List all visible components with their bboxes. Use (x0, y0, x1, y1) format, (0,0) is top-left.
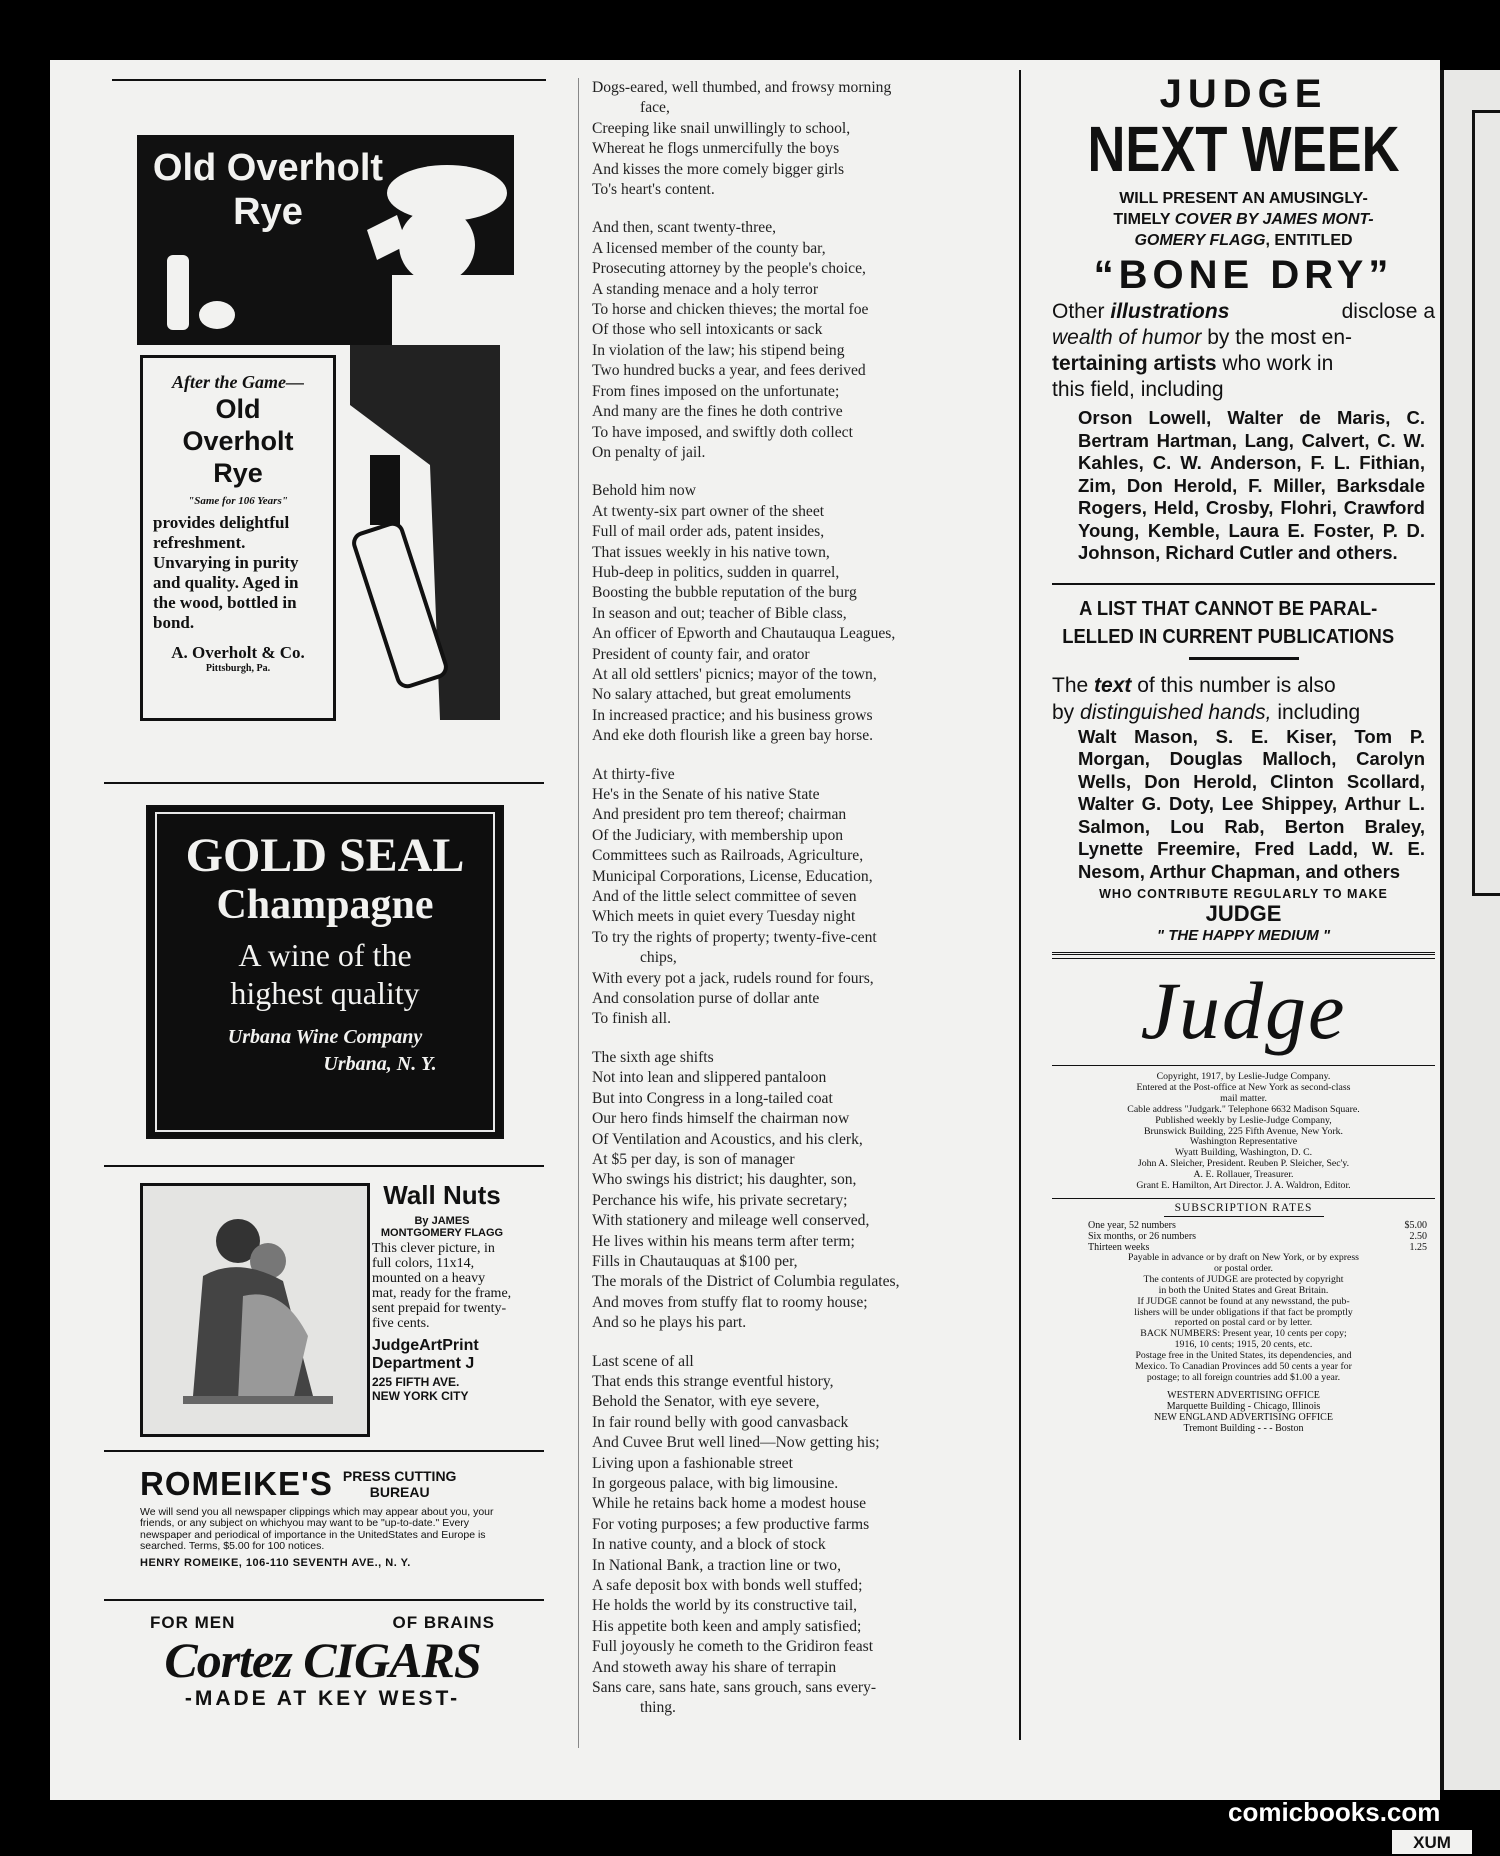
poem-line: That issues weekly in his native town, (592, 543, 830, 561)
judge-present-1: WILL PRESENT AN AMUSINGLY- (1119, 190, 1368, 207)
poem-line: And many are the fines he doth contrive (592, 403, 843, 421)
subscription-note-line: 1916, 10 cents; 1915, 20 cents, etc. (1174, 1339, 1313, 1351)
judge-wealth-b: by the most en- (1201, 326, 1352, 349)
poem-line: A licensed member of the county bar, (592, 239, 826, 257)
judge-present-2a: TIMELY (1113, 211, 1175, 228)
poem-line: And consolation purse of dollar ante (592, 990, 820, 1008)
poem-line: Which meets in quiet every Tuesday night (592, 908, 856, 926)
wallnuts-address-2: NEW YORK CITY (372, 1389, 469, 1403)
poem-line: In violation of the law; his stipend being (592, 341, 845, 359)
poem-line: At thirty-five (592, 765, 675, 783)
poem-stanza (592, 1048, 992, 1334)
poem-line: chips, (640, 949, 677, 967)
poem-line: On penalty of jail. (592, 443, 706, 461)
poem-line: And so he plays his part. (592, 1314, 747, 1332)
judge-other-c: disclose a (1341, 300, 1435, 323)
divider-2 (104, 1165, 544, 1167)
overholt-name-3: Rye (213, 458, 263, 488)
poem-line: To horse and chicken thieves; the mortal foe (592, 301, 869, 319)
poem-line: And moves from stuffy flat to roomy house; (592, 1293, 868, 1311)
subscription-note-line: in both the United States and Great Britain. (1158, 1284, 1329, 1296)
poem-column (592, 78, 992, 1737)
poem-stanza (592, 1352, 992, 1719)
cortez-top-right: OF BRAINS (392, 1613, 495, 1632)
poem-line: He lives within his means term after term; (592, 1232, 855, 1250)
judge-by-a: by (1052, 700, 1081, 724)
poem-line: President of county fair, and orator (592, 645, 810, 663)
poem-line: Creeping like snail unwillingly to school, (592, 119, 851, 137)
judge-field: this field, including (1052, 378, 1224, 401)
judge-present-3a: GOMERY FLAGG (1134, 232, 1266, 249)
poem-line: In gorgeous palace, with big limousine. (592, 1475, 839, 1492)
judge-ent-b: who work in (1216, 352, 1334, 375)
poem-line: A standing menace and a holy terror (592, 280, 819, 298)
overholt-body: provides delightful refreshment. Unvarying in purity and quality. Aged in the wood, bottled in bond. (153, 513, 299, 632)
poem-line: From fines imposed on the unfortunate; (592, 382, 840, 400)
poem-line: He's in the Senate of his native State (592, 786, 820, 803)
cortez-tagline: -MADE AT KEY WEST- (184, 1687, 461, 1710)
poem-line: And kisses the more comely bigger girls (592, 160, 845, 178)
couple-illustration (143, 1186, 367, 1434)
poem-line: At all old settlers' picnics; mayor of the town, (592, 665, 877, 683)
office-line: WESTERN ADVERTISING OFFICE (1167, 1389, 1320, 1401)
poem-line: And of the little select committee of seven (592, 888, 857, 906)
poem-line: That ends this strange eventful history, (592, 1372, 834, 1390)
poem-line: And stoweth away his share of terrapin (592, 1658, 837, 1676)
copyright-line: Grant E. Hamilton, Art Director. J. A. Waldron, Editor. (1136, 1180, 1351, 1192)
poem-line: To have imposed, and swiftly doth collect (592, 423, 853, 441)
poem-line: face, (640, 99, 670, 117)
poem-line: Dogs-eared, well thumbed, and frowsy morning (592, 79, 892, 96)
goldseal-subtitle: Champagne (216, 882, 434, 928)
poem-line: To try the rights of property; twenty-five-cent (592, 928, 877, 946)
poem-line: For voting purposes; a few productive farms (592, 1515, 870, 1533)
poem-line: A safe deposit box with bonds well stuffed; (592, 1577, 863, 1595)
copyright-line: Copyright, 1917, by Leslie-Judge Company. (1156, 1071, 1331, 1082)
romeike-side-2: BUREAU (369, 1484, 430, 1500)
wallnuts-byline-2: MONTGOMERY FLAGG (380, 1227, 504, 1239)
poem-line: In season and out; teacher of Bible class, (592, 604, 847, 622)
overholt-name-1: Old (215, 394, 261, 424)
goldseal-desc-1: A wine of the (238, 937, 412, 973)
facing-page-edge (1440, 70, 1500, 1790)
romeike-address: HENRY ROMEIKE, 106-110 SEVENTH AVE., N. Y. (140, 1556, 411, 1569)
copyright-line: Brunswick Building, 225 Fifth Avenue, New York. (1143, 1125, 1344, 1137)
judge-list-2: LELLED IN CURRENT PUBLICATIONS (1062, 625, 1395, 648)
wallnuts-ad-copy (372, 1180, 512, 1403)
poem-line: Full of mail order ads, patent insides, (592, 523, 825, 541)
copyright-line: Published weekly by Leslie-Judge Company, (1155, 1114, 1332, 1126)
poem-line: To's heart's content. (592, 181, 715, 199)
judge-contrib: WHO CONTRIBUTE REGULARLY TO MAKE (1099, 887, 1388, 901)
wallnuts-byline-1: By JAMES (414, 1215, 470, 1227)
rate-label: One year, 52 numbers (1088, 1219, 1176, 1231)
goldseal-city: Urbana, N. Y. (323, 1053, 437, 1075)
cortez-top-left: FOR MEN (150, 1613, 236, 1632)
copyright-line: John A. Sleicher, President. Reuben P. Sleicher, Sec'y. (1137, 1158, 1350, 1170)
overholt-logo-line2: Rye (233, 191, 303, 233)
poem-line: Full joyously he cometh to the Gridiron feast (592, 1638, 874, 1656)
wallnuts-dept-2: Department J (372, 1355, 475, 1372)
poem-line: And president pro tem thereof; chairman (592, 806, 847, 824)
rate-row (1088, 1231, 1427, 1242)
judge-announcement (1052, 72, 1435, 1434)
poem-line: No salary attached, but great emoluments (592, 686, 851, 704)
divider-1 (104, 782, 544, 784)
judge-writers: Walt Mason, S. E. Kiser, Tom P. Morgan, Douglas Malloch, Carolyn Wells, Don Herold, Clinton Scollard, Walter G. Doty, Lee Shippey, Arthur L. Salmon, Lou Rab, Berton Braley, Lynette Freemire, Fred Ladd, W. E. Nesom, Arthur Chapman, and others (1078, 725, 1425, 882)
copyright-line: mail matter. (1220, 1092, 1267, 1104)
judge-list-1: A LIST THAT CANNOT BE PARAL- (1079, 597, 1378, 620)
poem-stanza (592, 218, 992, 463)
wallnuts-title: Wall Nuts (383, 1180, 501, 1210)
watermark: comicbooks.com (1228, 1797, 1441, 1827)
subscription-note-line: Mexico. To Canadian Provinces add 50 cents a year for (1135, 1361, 1352, 1373)
poem-line: In native county, and a block of stock (592, 1536, 826, 1554)
judge-cover-title: “BONE DRY” (1093, 253, 1394, 297)
poem-line: And eke doth flourish like a green bay horse. (592, 727, 874, 745)
divider-4 (104, 1599, 544, 1601)
subscription-note-line: or postal order. (1213, 1262, 1274, 1274)
judge-other-a: Other (1052, 300, 1111, 323)
office-line: Tremont Building - - - Boston (1183, 1422, 1304, 1434)
top-rule-left (112, 79, 546, 81)
poem-line: His appetite both keen and amply satisfied; (592, 1617, 862, 1635)
subscription-note-line: If JUDGE cannot be found at any newsstand, the pub- (1137, 1295, 1350, 1307)
subscription-note-line: reported on postal card or by letter. (1174, 1317, 1313, 1329)
poem-line: The sixth age shifts (592, 1048, 714, 1066)
judge-medium: " THE HAPPY MEDIUM " (1156, 927, 1331, 944)
judge-wealth-a: wealth of humor (1052, 326, 1202, 349)
copyright-line: Cable address "Judgark." Telephone 6632 Madison Square. (1127, 1103, 1360, 1115)
office-line: Marquette Building - Chicago, Illinois (1166, 1400, 1321, 1412)
overholt-company: A. Overholt & Co. (171, 643, 305, 662)
judge-text-a: The (1052, 673, 1095, 697)
poem-line: Of the Judiciary, with membership upon (592, 826, 844, 844)
poem-line: Fills in Chautauquas at $100 per, (592, 1252, 798, 1270)
poem-line: Not into lean and slippered pantaloon (592, 1069, 827, 1087)
poem-line: Boosting the bubble reputation of the burg (592, 584, 857, 602)
romeike-name: ROMEIKE'S (140, 1465, 333, 1502)
column-rule-right (1019, 70, 1021, 1740)
poem-line: To finish all. (592, 1010, 672, 1028)
cortez-ad (130, 1613, 515, 1711)
overholt-logo-line1: Old Overholt (152, 147, 384, 189)
poem-line: In increased practice; and his business grows (592, 706, 873, 724)
subscription-note-line: lishers will be under obligations if that fact be promptly (1134, 1306, 1353, 1318)
office-line: NEW ENGLAND ADVERTISING OFFICE (1154, 1411, 1333, 1423)
poem-line: He holds the world by its constructive tail, (592, 1597, 858, 1615)
poem-stanza (592, 78, 992, 200)
subscription-note-line: BACK NUMBERS: Present year, 10 cents per copy; (1140, 1328, 1347, 1340)
poem-line: In fair round belly with good canvasback (592, 1413, 849, 1431)
poem-line: Behold the Senator, with eye severe, (592, 1393, 820, 1411)
poem-line: In National Bank, a traction line or two, (592, 1556, 841, 1574)
goldseal-company: Urbana Wine Company (227, 1026, 423, 1048)
judge-headline: NEXT WEEK (1087, 113, 1400, 185)
rate-label: Thirteen weeks (1088, 1241, 1150, 1253)
poem-line: Who swings his district; his daughter, son, (592, 1171, 857, 1189)
subscription-note-line: The contents of JUDGE are protected by copyright (1143, 1273, 1344, 1285)
column-rule-left (578, 78, 579, 1748)
poem-line: With every pot a jack, rudels round for fours, (592, 969, 874, 987)
judge-present-2b: COVER BY JAMES MONT- (1174, 211, 1374, 228)
wallnuts-picture (140, 1183, 370, 1437)
poem-line: Last scene of all (592, 1352, 694, 1370)
poem-line: The morals of the District of Columbia regulates, (592, 1273, 900, 1291)
rate-price: $5.00 (1404, 1219, 1427, 1231)
poem-line: Of Ventilation and Acoustics, and his clerk, (592, 1130, 863, 1148)
copyright-line: Wyatt Building, Washington, D. C. (1174, 1147, 1313, 1159)
judge-text-b: text (1094, 673, 1132, 697)
poem-line: Our hero finds himself the chairman now (592, 1110, 850, 1128)
poem-line: Hub-deep in politics, sudden in quarrel, (592, 563, 840, 581)
overholt-subtitle: After the Game— (172, 372, 304, 392)
overholt-logo (148, 146, 388, 234)
judge-by-b: distinguished hands, (1080, 700, 1272, 724)
copyright-line: Entered at the Post-office at New York as second-class (1136, 1081, 1351, 1093)
poem-line: But into Congress in a long-tailed coat (592, 1089, 833, 1107)
overholt-city: Pittsburgh, Pa. (205, 663, 271, 674)
poem-line: And Cuvee Brut well lined—Now getting his; (592, 1434, 880, 1452)
wallnuts-dept-1: JudgeArtPrint (372, 1337, 479, 1354)
poem-line: At twenty-six part owner of the sheet (592, 502, 825, 520)
judge-text-c: of this number is also (1131, 673, 1336, 697)
copyright-line: Washington Representative (1189, 1136, 1298, 1148)
judge-kicker: JUDGE (1159, 72, 1328, 116)
poem-line: Two hundred bucks a year, and fees derived (592, 362, 866, 380)
subscription-note-line: postage; to all foreign countries add $1.00 a year. (1146, 1371, 1341, 1383)
judge-name: JUDGE (1205, 901, 1282, 926)
poem-stanza (592, 481, 992, 746)
judge-present-3b: , ENTITLED (1265, 232, 1353, 249)
poem-line: Whereat he flogs unmercifully the boys (592, 140, 840, 158)
poem-line: Committees such as Railroads, Agriculture, (592, 847, 864, 865)
poem-line: An officer of Epworth and Chautauqua Leagues, (592, 625, 896, 643)
romeike-body: We will send you all newspaper clippings which may appear about you, your friends, or any subject on whichyou may want to be "up-to-date." Every newspaper and periodical of importance in the UnitedStates and Europe is searched. Terms, $5.00 for 100 notices. (140, 1506, 494, 1553)
poem-line: Sans care, sans hate, sans grouch, sans every- (592, 1679, 877, 1697)
wallnuts-body: This clever picture, in full colors, 11x14, mounted on a heavy mat, ready for the frame, sent prepaid for twenty-five cents. (372, 1241, 512, 1331)
rate-price: 1.25 (1409, 1241, 1427, 1253)
judge-other-b: illustrations (1110, 300, 1230, 323)
poem-line: Behold him now (592, 482, 696, 500)
poem-line: And then, scant twenty-three, (592, 219, 777, 237)
subscription-note-line: Payable in advance or by draft on New York, or by express (1128, 1251, 1359, 1263)
judge-by-c: including (1271, 700, 1361, 724)
goldseal-ad-copy (155, 812, 495, 1132)
rate-label: Six months, or 26 numbers (1088, 1230, 1197, 1242)
poem-line: thing. (640, 1699, 676, 1717)
judge-artists: Orson Lowell, Walter de Maris, C. Bertram Hartman, Lang, Calvert, C. W. Kahles, C. W. Anderson, F. L. Fithian, Zim, Don Herold, F. Miller, Barksdale Rogers, Held, Crosby, Flohri, Crawford Young, Kemble, Laura E. Foster, P. D. Johnson, Richard Cutler and others. (1078, 407, 1425, 563)
poem-line: Of those who sell intoxicants or sack (592, 321, 823, 339)
goldseal-title: GOLD SEAL (185, 829, 465, 882)
wallnuts-address-1: 225 FIFTH AVE. (372, 1375, 460, 1389)
rate-row (1088, 1220, 1427, 1231)
overholt-tagline: "Same for 106 Years" (188, 495, 288, 507)
judge-subscription-notes (1052, 1253, 1435, 1384)
rate-price: 2.50 (1409, 1230, 1427, 1242)
copyright-line: A. E. Rollauer, Treasurer. (1193, 1169, 1294, 1181)
judge-offices (1052, 1390, 1435, 1434)
poem-line: With stationery and mileage well conserved, (592, 1212, 870, 1230)
poem-line: Municipal Corporations, License, Education, (592, 867, 873, 885)
overholt-name-2: Overholt (182, 426, 294, 456)
judge-copyright-block (1052, 1072, 1435, 1192)
romeike-ad (140, 1465, 510, 1569)
judge-ent-a: tertaining artists (1052, 352, 1217, 375)
corner-tag: XUM (1392, 1830, 1472, 1854)
cortez-brand: Cortez CIGARS (164, 1632, 481, 1688)
goldseal-desc-2: highest quality (230, 975, 420, 1011)
romeike-side-1: PRESS CUTTING (342, 1468, 457, 1484)
poem-line: Living upon a fashionable street (592, 1454, 793, 1472)
judge-subscription-title: SUBSCRIPTION RATES (1174, 1201, 1313, 1214)
poem-line: At $5 per day, is son of manager (592, 1150, 795, 1168)
judge-rates (1052, 1220, 1435, 1253)
poem-stanza (592, 765, 992, 1030)
subscription-note-line: Postage free in the United States, its dependencies, and (1135, 1350, 1352, 1362)
overholt-ad-copy (140, 355, 336, 721)
golfer-illustration (330, 345, 520, 720)
judge-masthead-logo: Judge (1140, 965, 1347, 1056)
divider-3 (104, 1450, 544, 1452)
poem-line: Prosecuting attorney by the people's choice, (592, 260, 866, 278)
poem-line: While he retains back home a modest house (592, 1495, 867, 1513)
poem-line: Perchance his wife, his private secretary; (592, 1191, 848, 1209)
